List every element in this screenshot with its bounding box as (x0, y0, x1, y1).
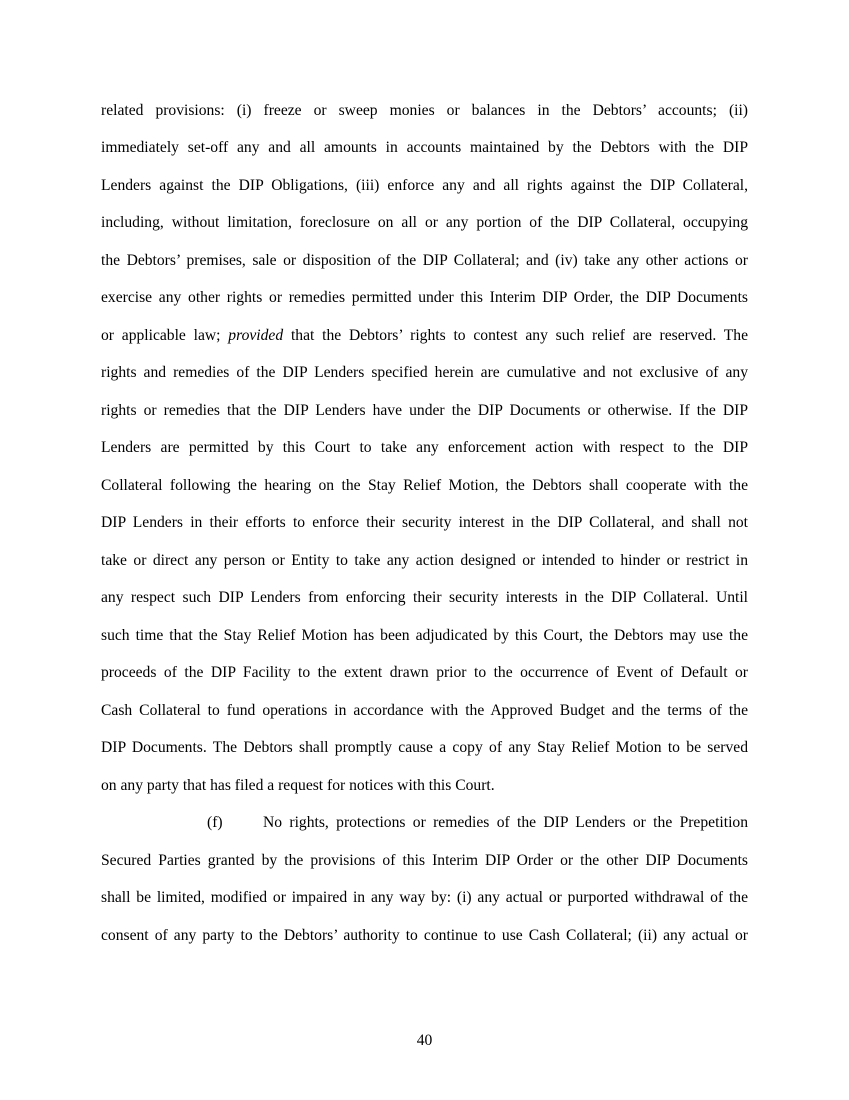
text-line: the Debtors’ premises, sale or disposition of the DIP Collateral; and (iv) take any other actions or (101, 252, 748, 269)
text-line: immediately set-off any and all amounts in accounts maintained by the Debtors with the DIP (101, 139, 748, 156)
text-segment: or applicable law; (101, 327, 229, 344)
paragraph-label: (f) (207, 814, 223, 831)
text-line: DIP Lenders in their efforts to enforce their security interest in the DIP Collateral, and shall not (101, 514, 748, 531)
text-line: such time that the Stay Relief Motion has been adjudicated by this Court, the Debtors may use the (101, 627, 748, 644)
text-line: on any party that has filed a request for notices with this Court. (101, 777, 495, 794)
text-line: exercise any other rights or remedies permitted under this Interim DIP Order, the DIP Documents (101, 289, 748, 306)
page-number: 40 (416, 1032, 433, 1049)
text-line: Lenders are permitted by this Court to take any enforcement action with respect to the DIP (101, 439, 748, 456)
italic-term-provided: provided (228, 327, 284, 344)
text-line: Collateral following the hearing on the Stay Relief Motion, the Debtors shall cooperate with the (101, 477, 748, 494)
text-line: Lenders against the DIP Obligations, (iii) enforce any and all rights against the DIP Collateral, (101, 177, 748, 194)
text-line: shall be limited, modified or impaired in any way by: (i) any actual or purported withdrawal of the (101, 889, 748, 906)
text-line (101, 326, 748, 346)
text-segment: that the Debtors’ rights to contest any such relief are reserved. The (283, 327, 749, 344)
text-segment: No rights, protections or remedies of the DIP Lenders or the Prepetition (263, 814, 748, 831)
text-line: rights and remedies of the DIP Lenders specified herein are cumulative and not exclusive of any (101, 364, 748, 381)
text-line: take or direct any person or Entity to take any action designed or intended to hinder or restrict in (101, 552, 748, 569)
text-line: rights or remedies that the DIP Lenders have under the DIP Documents or otherwise. If the DIP (101, 402, 748, 419)
text-line: any respect such DIP Lenders from enforcing their security interests in the DIP Collateral. Until (101, 589, 748, 606)
text-line: Secured Parties granted by the provisions of this Interim DIP Order or the other DIP Documents (101, 852, 748, 869)
text-line: consent of any party to the Debtors’ authority to continue to use Cash Collateral; (ii) any actual or (101, 927, 748, 944)
text-line: proceeds of the DIP Facility to the extent drawn prior to the occurrence of Event of Default or (101, 664, 748, 681)
text-line: including, without limitation, foreclosure on all or any portion of the DIP Collateral, occupying (101, 214, 748, 231)
text-line: Cash Collateral to fund operations in accordance with the Approved Budget and the terms of the (101, 702, 748, 719)
text-line: related provisions: (i) freeze or sweep monies or balances in the Debtors’ accounts; (ii) (101, 102, 748, 119)
paragraph-f-first-line (207, 813, 748, 833)
text-line: DIP Documents. The Debtors shall promptly cause a copy of any Stay Relief Motion to be served (101, 739, 748, 756)
